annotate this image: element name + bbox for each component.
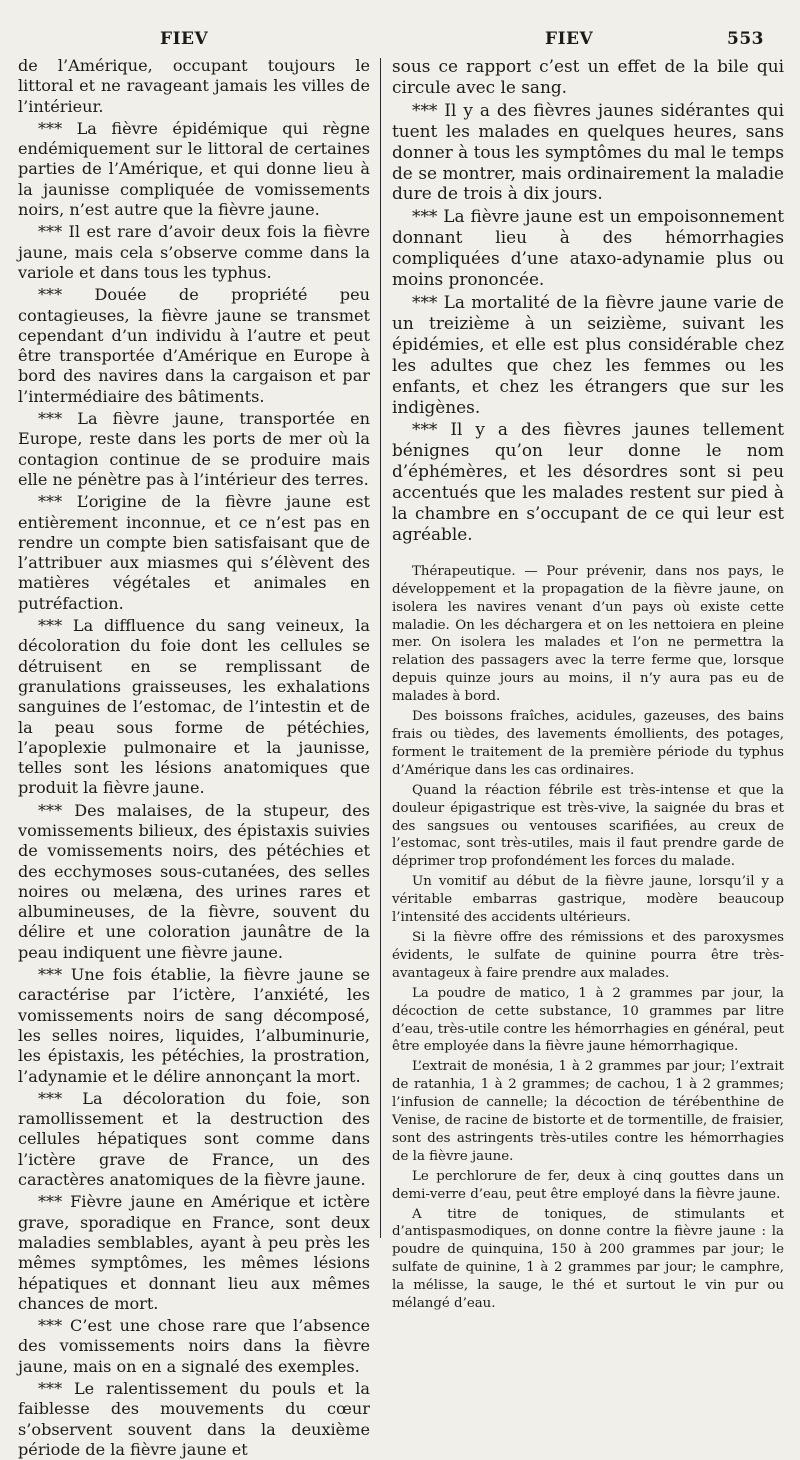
- paragraph: de l’Amérique, occupant toujours le littoral et ne ravageant jamais les villes de l’intérieur.: [18, 56, 370, 116]
- paragraph: *** La fièvre épidémique qui règne endémiquement sur le littoral de certaines parties de l’Amérique, et qui donne lieu à la jaunisse compliquée de vomissements noirs, n’est autre que la fièvre jaune.: [18, 118, 370, 220]
- paragraph: A titre de toniques, de stimulants et d’antispasmodiques, on donne contre la fièvre jaune : la poudre de quinquina, 150 à 200 grammes par jour; le sulfate de quinine, 1 à 2 grammes par jour; le camphre, la mélisse, la sauge, le thé et surtout le vin pur ou mélangé d’eau.: [392, 1206, 784, 1312]
- paragraph: L’extrait de monésia, 1 à 2 grammes par jour; l’extrait de ratanhia, 1 à 2 grammes; de cachou, 1 à 2 grammes; l’infusion de cannelle; la décoction de térébenthine de Venise, de racine de bistorte et de tormentille, de fraisier, sont des astringents très-utiles contre les hémorrhagies de la fièvre jaune.: [392, 1059, 784, 1164]
- left-column: [18, 56, 370, 1459]
- paragraph: *** La décoloration du foie, son ramollissement et la destruction des cellules hépatiques sont comme dans l’ictère grave de France, un des caractères anatomiques de la fièvre jaune.: [18, 1088, 370, 1190]
- paragraph: *** Le ralentissement du pouls et la faiblesse des mouvements du cœur s’observent souvent dans la deuxième période de la fièvre jaune et: [18, 1379, 370, 1459]
- therapeutics-section: [392, 563, 784, 1313]
- paragraph: *** Une fois établie, la fièvre jaune se caractérise par l’ictère, l’anxiété, les vomissements noirs de sang décomposé, les selles noires, liquides, l’albuminurie, les épistaxis, les pétéchies, la prostration, l’adynamie et le délire annonçant la mort.: [18, 965, 370, 1086]
- paragraph: Des boissons fraîches, acidules, gazeuses, des bains frais ou tièdes, des lavements émollients, des potages, forment le traitement de la première période du typhus d’Amérique dans les cas ordinaires.: [392, 709, 784, 778]
- paragraph: *** C’est une chose rare que l’absence des vomissements noirs dans la fièvre jaune, mais on en a signalé des exemples.: [18, 1316, 370, 1376]
- running-head-left: FIEV: [160, 29, 209, 49]
- paragraph: Si la fièvre offre des rémissions et des paroxysmes évidents, le sulfate de quinine pourra être très-avantageux à faire prendre aux malades.: [392, 929, 784, 981]
- paragraph: *** Fièvre jaune en Amérique et ictère grave, sporadique en France, sont deux maladies semblables, ayant à peu près les mêmes symptômes, les mêmes lésions hépatiques et donnant lieu aux mêmes chances de mort.: [18, 1192, 370, 1313]
- main-text-block: [392, 56, 784, 545]
- column-divider: [380, 58, 381, 1238]
- paragraph: Quand la réaction fébrile est très-intense et que la douleur épigastrique est très-vive, la saignée du bras et des sangsues ou ventouses scarifiées, au creux de l’estomac, sont très-utiles, mais il faut prendre garde de déprimer trop profondément les forces du malade.: [392, 782, 784, 870]
- paragraph: *** L’origine de la fièvre jaune est entièrement inconnue, et ce n’est pas en rendre un compte bien satisfaisant que de l’attribuer aux miasmes qui s’élèvent des matières végétales et animales en putréfaction.: [18, 492, 370, 613]
- paragraph: *** La fièvre jaune est un empoisonnement donnant lieu à des hémorrhagies compliquées d’une ataxo-adynamie plus ou moins prononcée.: [392, 206, 784, 290]
- paragraph: *** La mortalité de la fièvre jaune varie de un treizième à un seizième, suivant les épidémies, et elle est plus considérable chez les adultes que chez les femmes ou les enfants, et chez les étrangers que sur les indigènes.: [392, 291, 784, 417]
- paragraph: *** La diffluence du sang veineux, la décoloration du foie dont les cellules se détruisent en se remplissant de granulations graisseuses, les exhalations sanguines de l’estomac, de l’intestin et de la peau sous forme de pétéchies, l’apoplexie pulmonaire et la jaunisse, telles sont les lésions anatomiques que produit la fièvre jaune.: [18, 616, 370, 798]
- paragraph: La poudre de matico, 1 à 2 grammes par jour, la décoction de cette substance, 10 grammes par litre d’eau, très-utile contre les hémorrhagies en général, peut être employée dans la fièvre jaune hémorrhagique.: [392, 985, 784, 1055]
- right-column: [392, 56, 784, 1312]
- paragraph: Un vomitif au début de la fièvre jaune, lorsqu’il y a véritable embarras gastrique, modère beaucoup l’intensité des accidents ultérieurs.: [392, 874, 784, 926]
- paragraph: *** Des malaises, de la stupeur, des vomissements bilieux, des épistaxis suivies de vomissements noirs, des pétéchies et des ecchymoses sous-cutanées, des selles noires ou melæna, des urines rares et albumineuses, de la fièvre, souvent du délire et une coloration jaunâtre de la peau indiquent une fièvre jaune.: [18, 800, 370, 962]
- running-head-right: FIEV: [545, 29, 594, 49]
- paragraph: *** La fièvre jaune, transportée en Europe, reste dans les ports de mer où la contagion continue de se produire mais elle ne pénètre pas à l’intérieur des terres.: [18, 409, 370, 489]
- paragraph: Le perchlorure de fer, deux à cinq gouttes dans un demi-verre d’eau, peut être employé dans la fièvre jaune.: [392, 1168, 784, 1202]
- paragraph: *** Il est rare d’avoir deux fois la fièvre jaune, mais cela s’observe comme dans la variole et dans tous les typhus.: [18, 222, 370, 282]
- paragraph: sous ce rapport c’est un effet de la bile qui circule avec le sang.: [392, 56, 784, 97]
- paragraph: Thérapeutique. — Pour prévenir, dans nos pays, le développement et la propagation de la fièvre jaune, on isolera les navires venant d’un pays où existe cette maladie. On les déchargera et on les nettoiera en pleine mer. On isolera les malades et l’on ne permettra la relation des passagers avec la terre ferme que, lorsque depuis quinze jours au moins, il n’y aura pas eu de malades à bord.: [392, 563, 784, 705]
- page-number: 553: [727, 29, 764, 49]
- paragraph: *** Il y a des fièvres jaunes tellement bénignes qu’on leur donne le nom d’éphémères, et les désordres sont si peu accentués que les malades restent sur pied à la chambre en s’occupant de ce qui leur est agréable.: [392, 419, 784, 544]
- paragraph: *** Douée de propriété peu contagieuses, la fièvre jaune se transmet cependant d’un individu à l’autre et peut être transportée d’Amérique en Europe à bord des navires dans la cargaison et par l’intermédiaire des bâtiments.: [18, 285, 370, 406]
- paragraph: *** Il y a des fièvres jaunes sidérantes qui tuent les malades en quelques heures, sans donner à tous les symptômes du mal le temps de se montrer, mais ordinairement la maladie dure de trois à dix jours.: [392, 99, 784, 204]
